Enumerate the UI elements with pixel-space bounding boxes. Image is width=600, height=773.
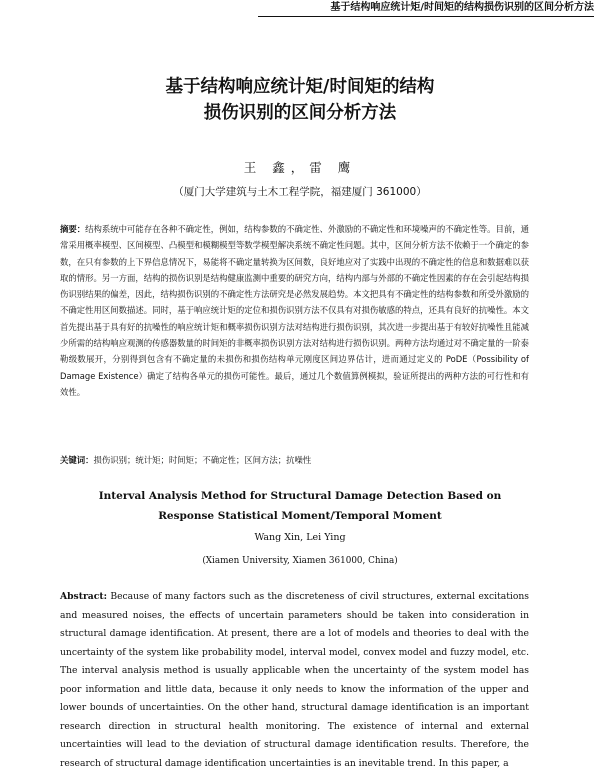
zh-title-line-2: 损伤识别的区间分析方法 bbox=[203, 103, 397, 123]
zh-affiliation: （厦门大学建筑与土木工程学院，福建厦门 361000） bbox=[173, 186, 427, 198]
en-authors: Wang Xin, Lei Ying bbox=[254, 532, 346, 543]
zh-keywords-text: 损伤识别；统计矩；时间矩；不确定性；区间方法；抗噪性 bbox=[93, 455, 312, 465]
running-header: 基于结构响应统计矩/时间矩的结构损伤识别的区间分析方法 bbox=[258, 0, 594, 17]
zh-keywords-label: 关键词： bbox=[60, 455, 94, 465]
en-abstract-label: Abstract: bbox=[60, 591, 107, 602]
en-title-line-1: Interval Analysis Method for Structural Damage Detection Based on bbox=[98, 490, 502, 502]
zh-abstract-label: 摘要： bbox=[60, 224, 86, 234]
en-abstract-text: Because of many factors such as the discreteness of civil structures, external excitations and measured noises, the effects of uncertain parameters should be taken into consideration in structural damage identification. At present, there are a lot of models and theories to deal with the uncertainty of the system like probability model, interval model, convex model and fuzzy model, etc. The interval analysis method is usually applicable when the uncertainty of the system model has poor information and little data, because it only needs to know the information of the upper and lower bounds of uncertainties. On the other hand, structural damage identification is an important research direction in structural health monitoring. The existence of internal and external uncertainties will lead to the deviation of structural damage identification results. Therefore, the research of structural damage identification uncertainties is an inevitable trend. In this paper, a bbox=[60, 591, 529, 769]
zh-authors: 王 鑫，雷 鹰 bbox=[243, 160, 357, 175]
zh-title-line-1: 基于结构响应统计矩/时间矩的结构 bbox=[165, 77, 435, 97]
en-title bbox=[0, 486, 600, 526]
zh-abstract bbox=[60, 221, 529, 400]
en-title-line-2: Response Statistical Moment/Temporal Moment bbox=[158, 510, 442, 522]
en-abstract bbox=[60, 588, 529, 773]
zh-abstract-text: 结构系统中可能存在各种不确定性，例如，结构参数的不确定性、外激励的不确定性和环境噪声的不确定性等。目前，通常采用概率模型、区间模型、凸模型和模糊模型等数学模型解决系统不确定性问题。其中，区间分析方法不依赖于一个确定的参数，在只有参数的上下界信息情况下，易能将不确定量转换为区间数，良好地应对了实践中出现的不确定性的信息和数据难以获取的情形。另一方面，结构的损伤识别是结构健康监测中重要的研究方向，结构内部与外部的不确定性因素的存在会引起结构损伤识别结果的偏差，因此，结构损伤识别的不确定性方法研究是必然发展趋势。本文把具有不确定性的结构参数和所受外激励的不确定性用区间数描述。同时，基于响应统计矩的定位和损伤识别方法不仅具有对损伤敏感的特点，还具有良好的抗噪性。本文首先提出基于具有好的抗噪性的响应统计矩和概率损伤识别方法对结构进行损伤识别，其次进一步提出基于有较好抗噪性且能减少所需的结构响应观测的传感器数量的时间矩的非概率损伤识别方法对结构进行损伤识别。两种方法均通过对不确定量的一阶泰勒级数展开，分别得到包含有不确定量的未损伤和损伤结构单元刚度区间边界估计，进而通过定义的 PoDE（Possibility of Damage Existence）确定了结构各单元的损伤可能性。最后，通过几个数值算例模拟，验证所提出的两种方法的可行性和有效性。 bbox=[60, 224, 529, 397]
en-affiliation: (Xiamen University, Xiamen 361000, China) bbox=[202, 556, 398, 566]
zh-title bbox=[0, 74, 600, 126]
zh-keywords bbox=[60, 452, 529, 468]
